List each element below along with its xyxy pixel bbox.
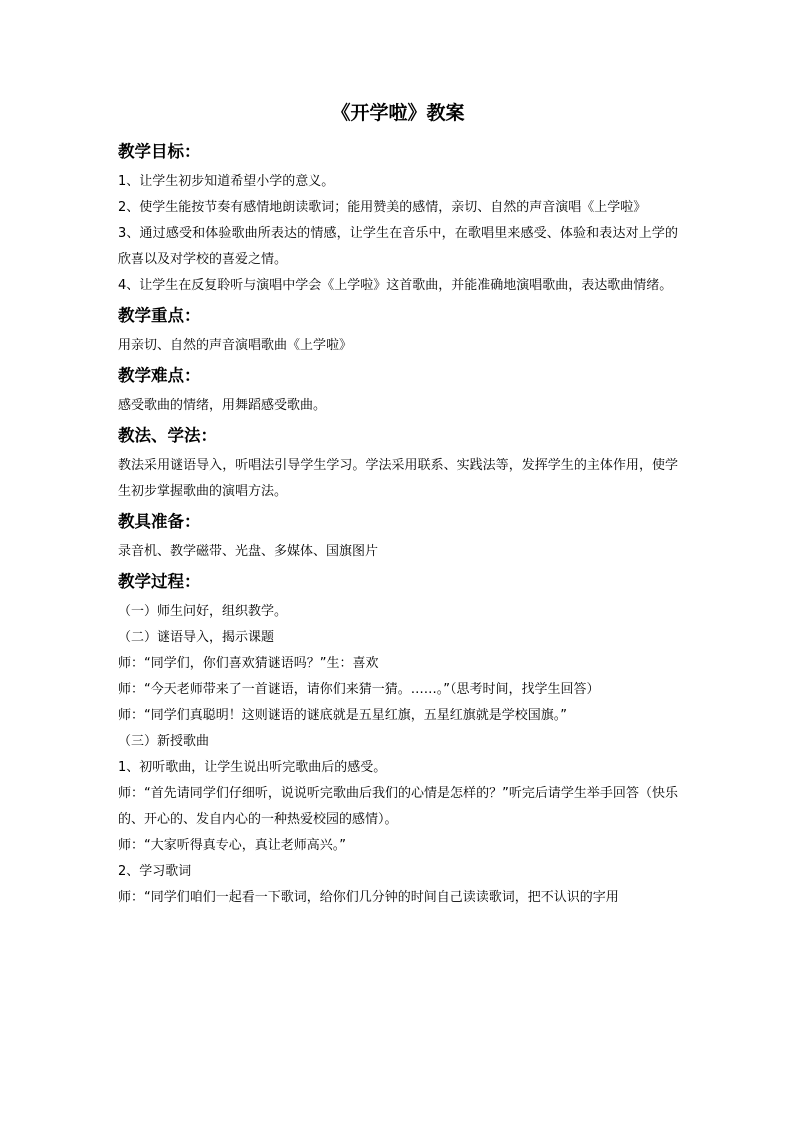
paragraph: 1、初听歌曲，让学生说出听完歌曲后的感受。 <box>118 760 387 775</box>
document-page <box>118 96 678 911</box>
paragraph: 4、让学生在反复聆听与演唱中学会《上学啦》这首歌曲，并能准确地演唱歌曲，表达歌曲情绪。 <box>118 278 673 293</box>
paragraph: （三）新授歌曲 <box>118 734 210 749</box>
section-materials <box>118 508 678 565</box>
paragraph: 用亲切、自然的声音演唱歌曲《上学啦》 <box>118 338 353 353</box>
paragraph: 师：“大家听得真专心，真让老师高兴。” <box>118 838 346 853</box>
paragraph: 师：“同学们真聪明！这则谜语的谜底就是五星红旗，五星红旗就是学校国旗。” <box>118 708 567 723</box>
paragraph: 师：“同学们咱们一起看一下歌词，给你们几分钟的时间自己读读歌词，把不认识的字用 <box>118 890 619 905</box>
section-heading: 教学目标： <box>118 142 201 161</box>
section-key-points <box>118 302 678 359</box>
section-methods <box>118 422 678 505</box>
section-heading: 教具准备： <box>118 512 201 531</box>
paragraph: 录音机、教学磁带、光盘、多媒体、国旗图片 <box>118 544 379 559</box>
section-heading: 教学过程： <box>118 572 201 591</box>
section-teaching-process <box>118 568 678 911</box>
paragraph: （一）师生问好，组织教学。 <box>118 604 288 619</box>
paragraph: 2、学习歌词 <box>118 864 192 879</box>
paragraph: 师：“首先请同学们仔细听，说说听完歌曲后我们的心情是怎样的？”听完后请学生举手回答（快乐的、开心的、发自内心的一种热爱校园的感情）。 <box>118 786 678 827</box>
document-title: 《开学啦》教案 <box>331 102 465 124</box>
section-heading: 教学难点： <box>118 366 201 385</box>
paragraph: 师：“同学们，你们喜欢猜谜语吗？”生：喜欢 <box>118 656 379 671</box>
section-teaching-goals <box>118 138 678 299</box>
section-heading: 教法、学法： <box>118 426 217 445</box>
section-heading: 教学重点： <box>118 306 201 325</box>
paragraph: 师：“今天老师带来了一首谜语，请你们来猜一猜。……。”（思考时间，找学生回答） <box>118 682 600 697</box>
paragraph: 感受歌曲的情绪，用舞蹈感受歌曲。 <box>118 398 327 413</box>
paragraph: 1、让学生初步知道希望小学的意义。 <box>118 174 335 189</box>
paragraph: 教法采用谜语导入，听唱法引导学生学习。学法采用联系、实践法等，发挥学生的主体作用，使学生初步掌握歌曲的演唱方法。 <box>118 458 678 499</box>
paragraph: 2、使学生能按节奏有感情地朗读歌词；能用赞美的感情，亲切、自然的声音演唱《上学啦》 <box>118 200 647 215</box>
section-difficulties <box>118 362 678 419</box>
paragraph: 3、通过感受和体验歌曲所表达的情感，让学生在音乐中，在歌唱里来感受、体验和表达对上学的欣喜以及对学校的喜爱之情。 <box>118 226 678 267</box>
paragraph: （二）谜语导入，揭示课题 <box>118 630 275 645</box>
